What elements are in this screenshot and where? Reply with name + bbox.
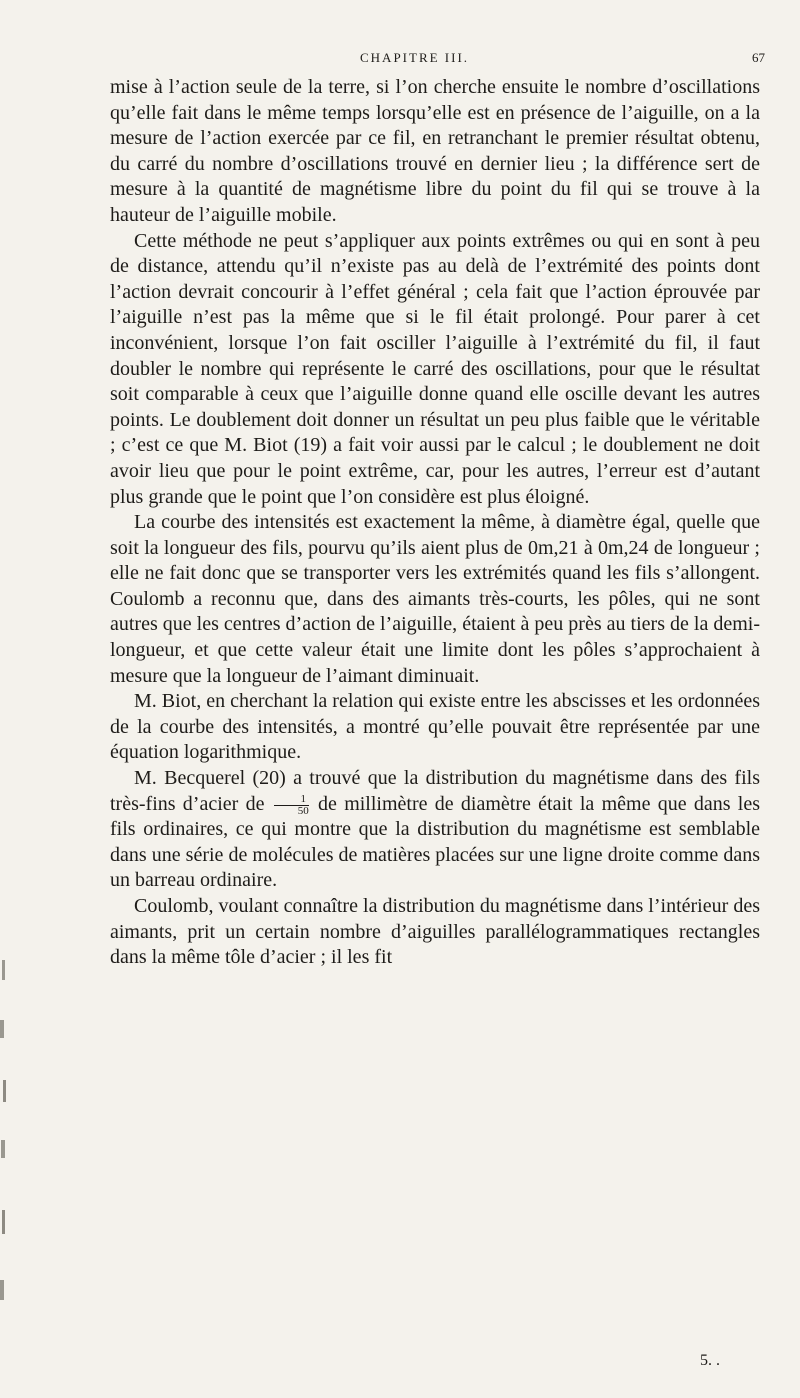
page-number: 67 — [752, 50, 765, 65]
paragraph: Cette méthode ne peut s’appliquer aux points extrêmes ou qui en sont à peu de distance, attendu qu’il n’existe pas au delà de l’extrémité des points dont l’action devrait concourir à l’effet général ; cela fait que l’action éprouvée par l’aiguille n’est pas la même que si le fil était prolongé. Pour parer à cet inconvénient, lorsque l’on fait osciller l’aiguille à l’extrémité du fil, il faut doubler le nombre qui représente le carré des oscillations, pour que le résultat soit comparable à ceux que l’aiguille donne quand elle oscille devant les autres points. Le doublement doit donner un résultat un peu plus faible que le véritable ; c’est ce que M. Biot (19) a fait voir aussi par le calcul ; le doublement ne doit avoir lieu que pour le point extrême, car, pour les autres, l’erreur est d’autant plus grande que le point que l’on considère est plus éloigné. — [110, 229, 760, 508]
paragraph: mise à l’action seule de la terre, si l’on cherche ensuite le nombre d’oscillations qu’elle fait dans le même temps lorsqu’elle est en présence de l’aiguille, on a la mesure de l’action exercée par ce fil, en retranchant le premier résultat obtenu, du carré du nombre d’oscillations trouvé en dernier lieu ; la différence sert de mesure à la quantité de magnétisme libre du point du fil qui se trouve à la hauteur de l’aiguille mobile. — [110, 76, 760, 226]
becquerel-text-after: de millimètre de diamètre était la même que dans les fils ordinaires, ce qui montre que la distribution du magnétisme est semblable dans une série de molécules de matières placées sur une ligne droite comme dans un barreau ordinaire. — [110, 792, 761, 892]
signature-mark: 5. . — [700, 1352, 720, 1369]
paragraph-becquerel — [110, 766, 760, 894]
fraction-denominator: 50 — [297, 804, 309, 817]
paragraph: M. Biot, en cherchant la relation qui existe entre les abscisses et les ordonnées de la courbe des intensités, a montré qu’elle pouvait être représentée par une équation logarithmique. — [110, 690, 760, 764]
fraction-numerator: 1 — [274, 794, 309, 806]
chapter-title: CHAPITRE III. — [360, 50, 470, 65]
binding-edge-marks — [0, 960, 30, 1340]
fraction — [274, 794, 309, 817]
becquerel-text-before: M. Becquerel (20) a trouvé que la distribution du magnétisme dans des fils très-fins d’acier de — [110, 767, 760, 815]
paragraph: Coulomb, voulant connaître la distribution du magnétisme dans l’intérieur des aimants, prit un certain nombre d’aiguilles parallélogrammatiques rectangles dans la même tôle d’acier ; il les fit — [110, 895, 760, 969]
running-header — [0, 50, 800, 70]
paragraph: La courbe des intensités est exactement la même, à diamètre égal, quelle que soit la longueur des fils, pourvu qu’ils aient plus de 0m,21 à 0m,24 de longueur ; elle ne fait donc que se transporter vers les extrémités quand les fils s’allongent. Coulomb a reconnu que, dans des aimants très-courts, les pôles, qui ne sont autres que les centres d’action de l’aiguille, étaient à peu près au tiers de la demi-longueur, et que cette valeur était une limite dont les pôles s’approchaient à mesure que la longueur de l’aimant diminuait. — [110, 511, 760, 687]
body-text — [110, 75, 760, 971]
